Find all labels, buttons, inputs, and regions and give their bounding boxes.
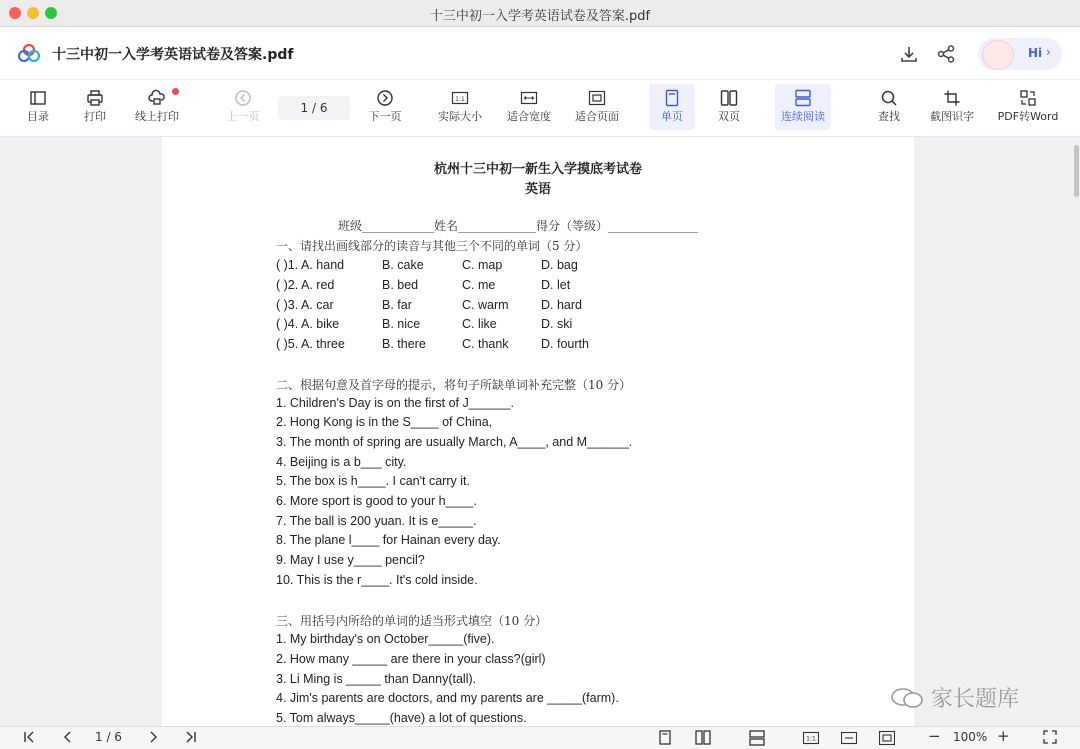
fill-item: 9. May I use y____ pencil? [276,553,425,567]
mc-question: ( )1. A. hand [276,258,345,272]
actual-size-label: 实际大小 [438,110,482,123]
zoom-out-button[interactable]: − [928,727,941,745]
next-page-button[interactable] [362,84,408,130]
form-item: 3. Li Ming is _____ than Danny(tall). [276,672,477,686]
download-icon[interactable] [899,44,919,64]
window-titlebar [0,0,1080,27]
form-item: 2. How many _____ are there in your class?(girl) [276,652,546,666]
svg-text:1:1: 1:1 [806,735,816,743]
notification-dot [172,88,179,95]
section-2-heading: 二、根据句意及首字母的提示，将句子所缺单词补充完整（10 分） [276,378,632,392]
online-print-button[interactable] [128,84,186,130]
online-print-label: 线上打印 [135,110,179,123]
prev-page-icon[interactable] [61,730,75,744]
cloud-print-icon [148,89,166,107]
mc-option-b: B. far [382,298,412,312]
mc-question: ( )5. A. three [276,337,345,351]
search-icon [880,89,898,107]
page-number-input[interactable]: 1 / 6 [278,96,350,120]
mc-row [276,317,876,333]
single-page-label: 单页 [661,110,683,123]
mc-option-b: B. there [382,337,426,351]
mc-option-c: C. thank [462,337,509,351]
print-label: 打印 [84,110,106,123]
convert-icon [1019,89,1037,107]
fill-item: 7. The ball is 200 yuan. It is e_____. [276,514,477,528]
toc-button[interactable] [14,84,62,130]
hi-label: Hi [1028,46,1043,60]
document-viewer[interactable] [0,137,1080,726]
fill-item: 5. The box is h____. I can't carry it. [276,474,470,488]
zoom-in-button[interactable]: + [997,727,1010,745]
info-line: 班级____________姓名_____________得分（等级）_______________ [338,219,699,233]
prev-page-label: 上一页 [226,110,260,123]
double-page-button[interactable] [706,84,752,130]
mc-row [276,337,876,353]
watermark-text: 家长题库 [931,687,1020,712]
ocr-label: 截图识字 [930,110,974,123]
mc-option-c: C. map [462,258,503,272]
prev-page-button[interactable] [220,84,266,130]
mc-row [276,258,876,274]
doc-heading: 杭州十三中初一新生入学摸底考试卷 [433,162,642,177]
fill-item: 1. Children's Day is on the first of J______. [276,396,514,410]
mc-question: ( )4. A. bike [276,317,340,331]
window-title: 十三中初一入学考英语试卷及答案.pdf [429,9,651,24]
pdf-to-word-label: PDF转Word [997,110,1059,123]
double-page-icon [720,89,738,107]
section-1-heading: 一、请找出画线部分的读音与其他三个不同的单词（5 分） [276,239,588,253]
first-page-icon[interactable] [22,730,36,744]
next-page-label: 下一页 [368,110,402,123]
form-item: 1. My birthday's on October_____(five). [276,632,495,646]
pdf-page [162,137,914,726]
crop-icon [943,89,961,107]
fill-item: 3. The month of spring are usually March, A____, and M______. [276,435,633,449]
mc-option-b: B. nice [382,317,421,331]
main-toolbar [0,80,1080,137]
sidebar-icon [29,89,47,107]
zoom-level[interactable]: 100% [953,730,988,744]
share-icon[interactable] [936,44,956,64]
mc-option-d: D. fourth [541,337,589,351]
section-3-heading: 三、用括号内所给的单词的适当形式填空（10 分） [276,614,548,628]
fill-item: 10. This is the r____. It's cold inside. [276,573,478,587]
single-page-icon [663,89,681,107]
mc-option-d: D. hard [541,298,582,312]
single-page-button[interactable] [649,84,695,130]
double-page-icon[interactable] [695,730,711,746]
mc-option-c: C. me [462,278,496,292]
fullscreen-icon[interactable] [1043,730,1057,744]
mc-option-d: D. bag [541,258,578,272]
vertical-scrollbar[interactable] [1074,145,1079,197]
form-item: 5. Tom always_____(have) a lot of questions. [276,711,527,725]
mc-option-b: B. cake [382,258,424,272]
fit-width-icon [520,89,538,107]
single-page-icon[interactable] [658,730,672,746]
mc-question: ( )3. A. car [276,298,334,312]
mc-option-d: D. let [541,278,571,292]
fit-page-icon[interactable] [879,730,895,746]
doc-subheading: 英语 [524,182,551,197]
ocr-button[interactable] [924,84,980,130]
assistant-hi-button[interactable] [978,38,1062,70]
fit-width-icon[interactable] [841,730,857,746]
continuous-read-icon [794,89,812,107]
mc-row [276,278,876,294]
mc-question: ( )2. A. red [276,278,335,292]
print-button[interactable] [72,84,118,130]
actual-size-icon[interactable] [803,730,819,746]
status-bar [0,726,1080,749]
fit-width-button[interactable] [502,84,556,130]
continuous-icon[interactable] [749,730,765,746]
search-label: 查找 [878,110,900,123]
wechat-icon [890,687,924,709]
assistant-avatar [982,40,1014,70]
pdf-to-word-button[interactable] [994,84,1062,130]
app-header [0,27,1080,79]
mc-option-c: C. like [462,317,497,331]
continuous-read-button[interactable] [775,84,831,130]
toc-label: 目录 [27,110,49,123]
fill-item: 8. The plane l____ for Hainan every day. [276,533,501,547]
fit-width-label: 适合宽度 [507,110,551,123]
actual-size-icon [451,89,469,107]
actual-size-button[interactable] [434,84,486,130]
double-page-label: 双页 [718,110,740,123]
chevron-right-icon: › [1046,45,1051,59]
fill-item: 2. Hong Kong is in the S____ of China, [276,415,493,429]
form-item: 4. Jim's parents are doctors, and my parents are _____(farm). [276,691,619,705]
fill-item: 6. More sport is good to your h____. [276,494,477,508]
search-button[interactable] [866,84,912,130]
mc-option-b: B. bed [382,278,419,292]
next-page-icon[interactable] [146,730,160,744]
svg-text:1:1: 1:1 [455,96,465,103]
last-page-icon[interactable] [184,730,198,744]
next-circle-icon [376,89,394,107]
status-page-indicator[interactable]: 1 / 6 [95,730,122,744]
watermark [890,682,1019,713]
mc-row [276,298,876,314]
printer-icon [86,89,104,107]
mc-option-d: D. ski [541,317,573,331]
app-logo-icon [18,44,40,62]
mc-option-c: C. warm [462,298,509,312]
fill-item: 4. Beijing is a b___ city. [276,455,407,469]
fit-page-label: 适合页面 [575,110,619,123]
continuous-read-label: 连续阅读 [781,110,825,123]
document-title: 十三中初一入学考英语试卷及答案.pdf [52,47,294,63]
fit-page-icon [588,89,606,107]
fit-page-button[interactable] [570,84,624,130]
prev-circle-icon [234,89,252,107]
